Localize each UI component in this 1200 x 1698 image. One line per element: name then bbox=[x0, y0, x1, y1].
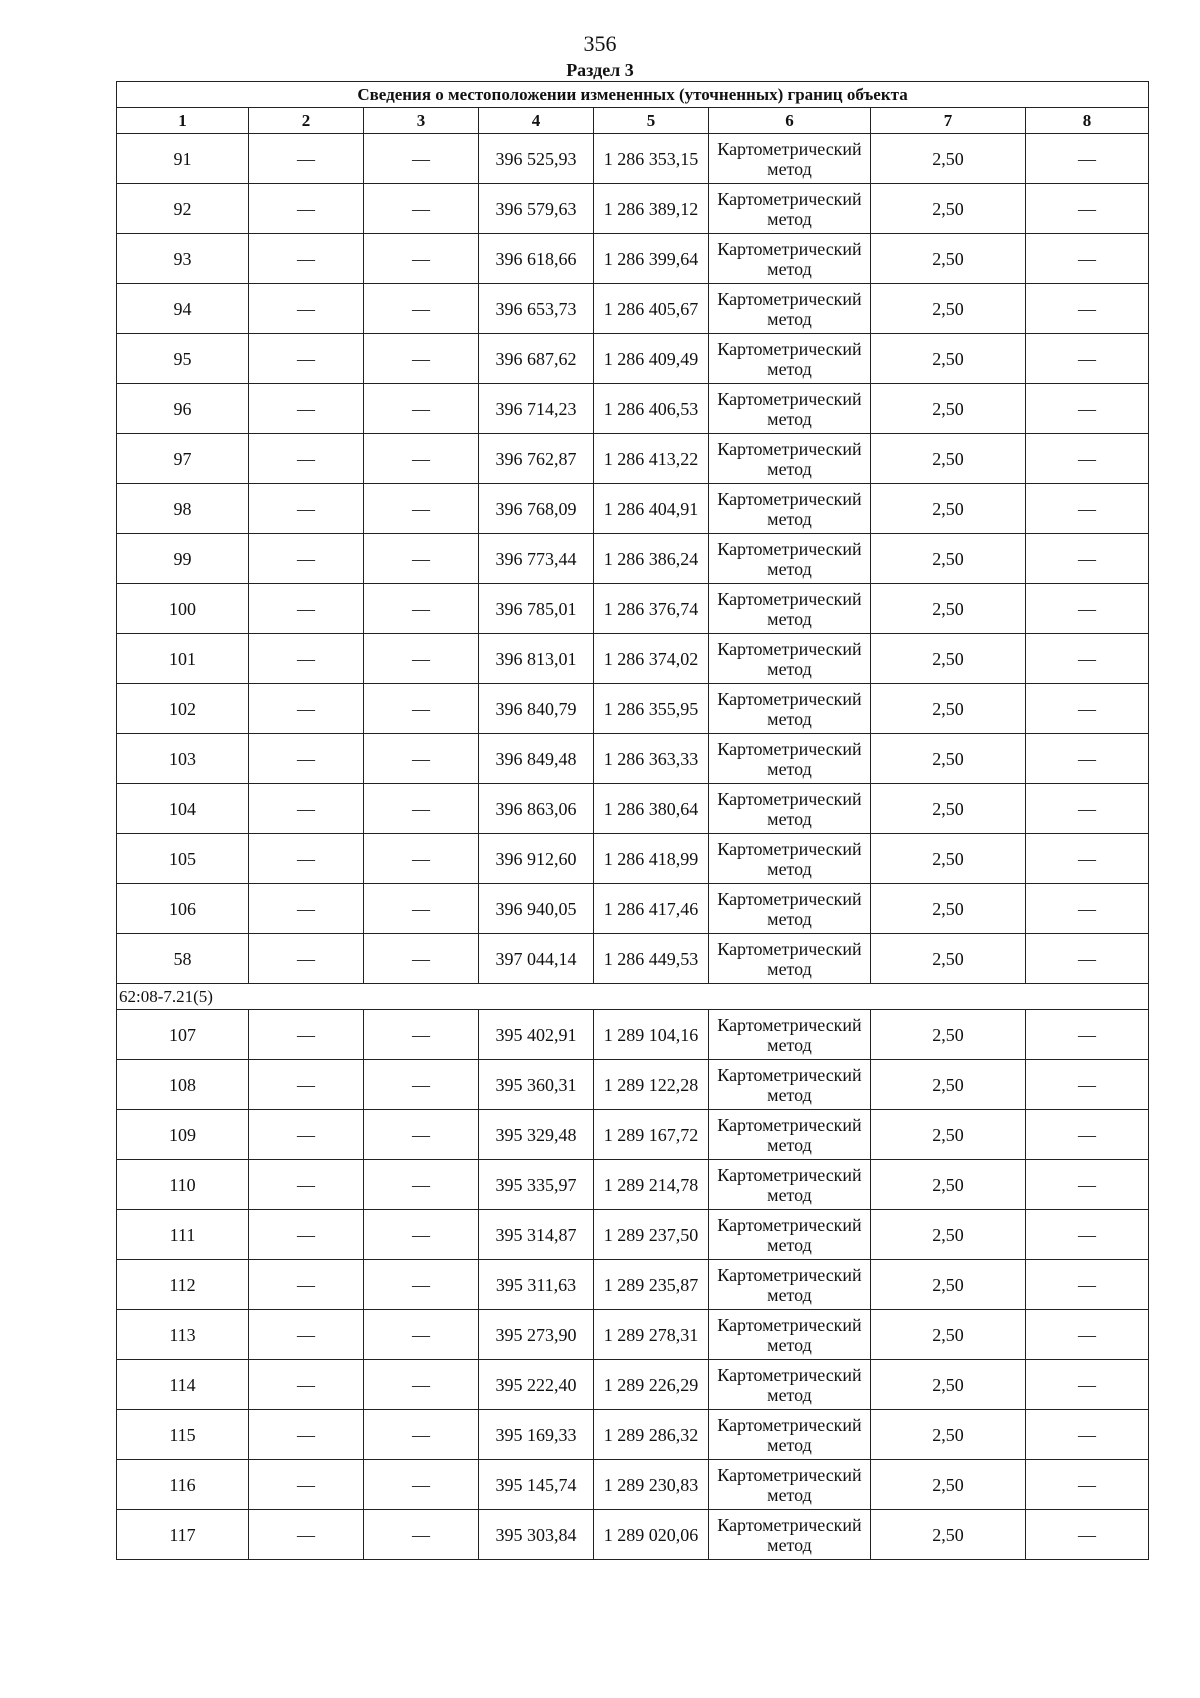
point-number-cell: 102 bbox=[117, 684, 249, 734]
x-coordinate-cell: 396 840,79 bbox=[479, 684, 594, 734]
method-cell: Картометрический метод bbox=[709, 184, 871, 234]
method-cell: Картометрический метод bbox=[709, 234, 871, 284]
accuracy-cell: 2,50 bbox=[871, 184, 1026, 234]
accuracy-cell: 2,50 bbox=[871, 384, 1026, 434]
col2-cell: — bbox=[249, 434, 364, 484]
col3-cell: — bbox=[364, 1010, 479, 1060]
col2-cell: — bbox=[249, 634, 364, 684]
x-coordinate-cell: 395 311,63 bbox=[479, 1260, 594, 1310]
table-row bbox=[117, 584, 1149, 634]
point-number-cell: 109 bbox=[117, 1110, 249, 1160]
col2-cell: — bbox=[249, 1110, 364, 1160]
point-number-cell: 104 bbox=[117, 784, 249, 834]
method-cell: Картометрический метод bbox=[709, 384, 871, 434]
column-number-row bbox=[117, 108, 1149, 134]
point-number-cell: 115 bbox=[117, 1410, 249, 1460]
col8-cell: — bbox=[1026, 1460, 1149, 1510]
col3-cell: — bbox=[364, 834, 479, 884]
column-number-6: 6 bbox=[709, 108, 871, 134]
x-coordinate-cell: 396 768,09 bbox=[479, 484, 594, 534]
col8-cell: — bbox=[1026, 684, 1149, 734]
y-coordinate-cell: 1 286 380,64 bbox=[594, 784, 709, 834]
x-coordinate-cell: 396 813,01 bbox=[479, 634, 594, 684]
col2-cell: — bbox=[249, 1010, 364, 1060]
accuracy-cell: 2,50 bbox=[871, 684, 1026, 734]
col8-cell: — bbox=[1026, 334, 1149, 384]
col8-cell: — bbox=[1026, 534, 1149, 584]
method-cell: Картометрический метод bbox=[709, 534, 871, 584]
col8-cell: — bbox=[1026, 184, 1149, 234]
col8-cell: — bbox=[1026, 1060, 1149, 1110]
table-row bbox=[117, 784, 1149, 834]
col2-cell: — bbox=[249, 1460, 364, 1510]
point-number-cell: 92 bbox=[117, 184, 249, 234]
y-coordinate-cell: 1 289 214,78 bbox=[594, 1160, 709, 1210]
y-coordinate-cell: 1 289 226,29 bbox=[594, 1360, 709, 1410]
col8-cell: — bbox=[1026, 1010, 1149, 1060]
table-row bbox=[117, 1310, 1149, 1360]
method-cell: Картометрический метод bbox=[709, 1260, 871, 1310]
table-row bbox=[117, 184, 1149, 234]
accuracy-cell: 2,50 bbox=[871, 1360, 1026, 1410]
x-coordinate-cell: 395 360,31 bbox=[479, 1060, 594, 1110]
point-number-cell: 113 bbox=[117, 1310, 249, 1360]
point-number-cell: 106 bbox=[117, 884, 249, 934]
method-cell: Картометрический метод bbox=[709, 934, 871, 984]
accuracy-cell: 2,50 bbox=[871, 1260, 1026, 1310]
accuracy-cell: 2,50 bbox=[871, 1010, 1026, 1060]
col8-cell: — bbox=[1026, 1510, 1149, 1560]
accuracy-cell: 2,50 bbox=[871, 884, 1026, 934]
y-coordinate-cell: 1 289 230,83 bbox=[594, 1460, 709, 1510]
column-number-5: 5 bbox=[594, 108, 709, 134]
method-cell: Картометрический метод bbox=[709, 1460, 871, 1510]
x-coordinate-cell: 396 525,93 bbox=[479, 134, 594, 184]
method-cell: Картометрический метод bbox=[709, 1210, 871, 1260]
x-coordinate-cell: 396 714,23 bbox=[479, 384, 594, 434]
y-coordinate-cell: 1 286 363,33 bbox=[594, 734, 709, 784]
column-number-2: 2 bbox=[249, 108, 364, 134]
table-row bbox=[117, 1110, 1149, 1160]
col3-cell: — bbox=[364, 1110, 479, 1160]
accuracy-cell: 2,50 bbox=[871, 584, 1026, 634]
col8-cell: — bbox=[1026, 734, 1149, 784]
point-number-cell: 97 bbox=[117, 434, 249, 484]
accuracy-cell: 2,50 bbox=[871, 284, 1026, 334]
col2-cell: — bbox=[249, 1410, 364, 1460]
x-coordinate-cell: 396 863,06 bbox=[479, 784, 594, 834]
col3-cell: — bbox=[364, 234, 479, 284]
col2-cell: — bbox=[249, 184, 364, 234]
col8-cell: — bbox=[1026, 1260, 1149, 1310]
accuracy-cell: 2,50 bbox=[871, 1310, 1026, 1360]
col3-cell: — bbox=[364, 1410, 479, 1460]
col8-cell: — bbox=[1026, 234, 1149, 284]
col3-cell: — bbox=[364, 134, 479, 184]
table-row bbox=[117, 234, 1149, 284]
col2-cell: — bbox=[249, 784, 364, 834]
point-number-cell: 99 bbox=[117, 534, 249, 584]
col3-cell: — bbox=[364, 1360, 479, 1410]
method-cell: Картометрический метод bbox=[709, 484, 871, 534]
x-coordinate-cell: 396 912,60 bbox=[479, 834, 594, 884]
col2-cell: — bbox=[249, 1510, 364, 1560]
accuracy-cell: 2,50 bbox=[871, 1110, 1026, 1160]
y-coordinate-cell: 1 286 355,95 bbox=[594, 684, 709, 734]
accuracy-cell: 2,50 bbox=[871, 1160, 1026, 1210]
method-cell: Картометрический метод bbox=[709, 1160, 871, 1210]
x-coordinate-cell: 395 222,40 bbox=[479, 1360, 594, 1410]
col2-cell: — bbox=[249, 234, 364, 284]
column-number-4: 4 bbox=[479, 108, 594, 134]
y-coordinate-cell: 1 286 386,24 bbox=[594, 534, 709, 584]
point-number-cell: 108 bbox=[117, 1060, 249, 1110]
accuracy-cell: 2,50 bbox=[871, 734, 1026, 784]
method-cell: Картометрический метод bbox=[709, 884, 871, 934]
column-number-8: 8 bbox=[1026, 108, 1149, 134]
table-row bbox=[117, 534, 1149, 584]
col8-cell: — bbox=[1026, 384, 1149, 434]
col2-cell: — bbox=[249, 1210, 364, 1260]
point-number-cell: 98 bbox=[117, 484, 249, 534]
col2-cell: — bbox=[249, 584, 364, 634]
y-coordinate-cell: 1 289 278,31 bbox=[594, 1310, 709, 1360]
col8-cell: — bbox=[1026, 1410, 1149, 1460]
col3-cell: — bbox=[364, 884, 479, 934]
group-label: 62:08-7.21(5) bbox=[117, 984, 1149, 1010]
col2-cell: — bbox=[249, 1060, 364, 1110]
method-cell: Картометрический метод bbox=[709, 134, 871, 184]
accuracy-cell: 2,50 bbox=[871, 434, 1026, 484]
table-row bbox=[117, 1010, 1149, 1060]
table-row bbox=[117, 884, 1149, 934]
col3-cell: — bbox=[364, 634, 479, 684]
method-cell: Картометрический метод bbox=[709, 284, 871, 334]
col3-cell: — bbox=[364, 1460, 479, 1510]
col8-cell: — bbox=[1026, 1110, 1149, 1160]
point-number-cell: 105 bbox=[117, 834, 249, 884]
y-coordinate-cell: 1 289 020,06 bbox=[594, 1510, 709, 1560]
method-cell: Картометрический метод bbox=[709, 684, 871, 734]
point-number-cell: 117 bbox=[117, 1510, 249, 1560]
col8-cell: — bbox=[1026, 434, 1149, 484]
accuracy-cell: 2,50 bbox=[871, 1510, 1026, 1560]
section-title: Раздел 3 bbox=[566, 60, 634, 80]
table-row bbox=[117, 334, 1149, 384]
col3-cell: — bbox=[364, 1210, 479, 1260]
method-cell: Картометрический метод bbox=[709, 434, 871, 484]
x-coordinate-cell: 395 145,74 bbox=[479, 1460, 594, 1510]
y-coordinate-cell: 1 289 167,72 bbox=[594, 1110, 709, 1160]
col3-cell: — bbox=[364, 184, 479, 234]
accuracy-cell: 2,50 bbox=[871, 334, 1026, 384]
col3-cell: — bbox=[364, 1510, 479, 1560]
point-number-cell: 110 bbox=[117, 1160, 249, 1210]
point-number-cell: 96 bbox=[117, 384, 249, 434]
col3-cell: — bbox=[364, 1310, 479, 1360]
accuracy-cell: 2,50 bbox=[871, 234, 1026, 284]
y-coordinate-cell: 1 286 404,91 bbox=[594, 484, 709, 534]
col2-cell: — bbox=[249, 284, 364, 334]
col8-cell: — bbox=[1026, 884, 1149, 934]
y-coordinate-cell: 1 286 405,67 bbox=[594, 284, 709, 334]
col3-cell: — bbox=[364, 1260, 479, 1310]
accuracy-cell: 2,50 bbox=[871, 484, 1026, 534]
col2-cell: — bbox=[249, 134, 364, 184]
accuracy-cell: 2,50 bbox=[871, 934, 1026, 984]
col8-cell: — bbox=[1026, 1160, 1149, 1210]
point-number-cell: 107 bbox=[117, 1010, 249, 1060]
col3-cell: — bbox=[364, 434, 479, 484]
accuracy-cell: 2,50 bbox=[871, 634, 1026, 684]
point-number-cell: 111 bbox=[117, 1210, 249, 1260]
method-cell: Картометрический метод bbox=[709, 1410, 871, 1460]
y-coordinate-cell: 1 286 389,12 bbox=[594, 184, 709, 234]
col3-cell: — bbox=[364, 584, 479, 634]
x-coordinate-cell: 396 849,48 bbox=[479, 734, 594, 784]
table-row bbox=[117, 284, 1149, 334]
table-row bbox=[117, 1060, 1149, 1110]
y-coordinate-cell: 1 286 376,74 bbox=[594, 584, 709, 634]
group-label-row bbox=[117, 984, 1149, 1010]
method-cell: Картометрический метод bbox=[709, 1010, 871, 1060]
point-number-cell: 103 bbox=[117, 734, 249, 784]
table-row bbox=[117, 1360, 1149, 1410]
table-caption-row bbox=[117, 82, 1149, 108]
col2-cell: — bbox=[249, 934, 364, 984]
table-row bbox=[117, 1210, 1149, 1260]
x-coordinate-cell: 396 773,44 bbox=[479, 534, 594, 584]
accuracy-cell: 2,50 bbox=[871, 1410, 1026, 1460]
method-cell: Картометрический метод bbox=[709, 834, 871, 884]
col8-cell: — bbox=[1026, 1360, 1149, 1410]
table-caption: Сведения о местоположении измененных (уточненных) границ объекта bbox=[117, 82, 1149, 108]
y-coordinate-cell: 1 286 449,53 bbox=[594, 934, 709, 984]
point-number-cell: 58 bbox=[117, 934, 249, 984]
x-coordinate-cell: 395 303,84 bbox=[479, 1510, 594, 1560]
point-number-cell: 93 bbox=[117, 234, 249, 284]
table-row bbox=[117, 834, 1149, 884]
method-cell: Картометрический метод bbox=[709, 1060, 871, 1110]
y-coordinate-cell: 1 286 409,49 bbox=[594, 334, 709, 384]
col2-cell: — bbox=[249, 334, 364, 384]
col2-cell: — bbox=[249, 1310, 364, 1360]
method-cell: Картометрический метод bbox=[709, 1510, 871, 1560]
y-coordinate-cell: 1 286 418,99 bbox=[594, 834, 709, 884]
x-coordinate-cell: 395 402,91 bbox=[479, 1010, 594, 1060]
x-coordinate-cell: 396 579,63 bbox=[479, 184, 594, 234]
col2-cell: — bbox=[249, 884, 364, 934]
x-coordinate-cell: 396 762,87 bbox=[479, 434, 594, 484]
accuracy-cell: 2,50 bbox=[871, 834, 1026, 884]
x-coordinate-cell: 396 940,05 bbox=[479, 884, 594, 934]
point-number-cell: 95 bbox=[117, 334, 249, 384]
table-row bbox=[117, 134, 1149, 184]
col2-cell: — bbox=[249, 484, 364, 534]
col3-cell: — bbox=[364, 284, 479, 334]
accuracy-cell: 2,50 bbox=[871, 784, 1026, 834]
col8-cell: — bbox=[1026, 1310, 1149, 1360]
col8-cell: — bbox=[1026, 484, 1149, 534]
accuracy-cell: 2,50 bbox=[871, 534, 1026, 584]
x-coordinate-cell: 396 618,66 bbox=[479, 234, 594, 284]
method-cell: Картометрический метод bbox=[709, 634, 871, 684]
x-coordinate-cell: 396 785,01 bbox=[479, 584, 594, 634]
y-coordinate-cell: 1 289 237,50 bbox=[594, 1210, 709, 1260]
col2-cell: — bbox=[249, 384, 364, 434]
col2-cell: — bbox=[249, 1160, 364, 1210]
y-coordinate-cell: 1 289 104,16 bbox=[594, 1010, 709, 1060]
column-number-1: 1 bbox=[117, 108, 249, 134]
col3-cell: — bbox=[364, 1060, 479, 1110]
table-row bbox=[117, 1510, 1149, 1560]
table-row bbox=[117, 1410, 1149, 1460]
x-coordinate-cell: 395 335,97 bbox=[479, 1160, 594, 1210]
y-coordinate-cell: 1 286 353,15 bbox=[594, 134, 709, 184]
col3-cell: — bbox=[364, 934, 479, 984]
accuracy-cell: 2,50 bbox=[871, 134, 1026, 184]
method-cell: Картометрический метод bbox=[709, 784, 871, 834]
method-cell: Картометрический метод bbox=[709, 1360, 871, 1410]
method-cell: Картометрический метод bbox=[709, 584, 871, 634]
col3-cell: — bbox=[364, 484, 479, 534]
method-cell: Картометрический метод bbox=[709, 334, 871, 384]
x-coordinate-cell: 396 687,62 bbox=[479, 334, 594, 384]
boundary-coordinates-table bbox=[116, 81, 1149, 1560]
y-coordinate-cell: 1 286 374,02 bbox=[594, 634, 709, 684]
table-row bbox=[117, 1460, 1149, 1510]
col8-cell: — bbox=[1026, 634, 1149, 684]
page-number: 356 bbox=[583, 31, 617, 56]
x-coordinate-cell: 397 044,14 bbox=[479, 934, 594, 984]
y-coordinate-cell: 1 289 235,87 bbox=[594, 1260, 709, 1310]
method-cell: Картометрический метод bbox=[709, 1310, 871, 1360]
table-row bbox=[117, 684, 1149, 734]
point-number-cell: 114 bbox=[117, 1360, 249, 1410]
x-coordinate-cell: 395 169,33 bbox=[479, 1410, 594, 1460]
col8-cell: — bbox=[1026, 284, 1149, 334]
point-number-cell: 94 bbox=[117, 284, 249, 334]
accuracy-cell: 2,50 bbox=[871, 1210, 1026, 1260]
y-coordinate-cell: 1 286 417,46 bbox=[594, 884, 709, 934]
col3-cell: — bbox=[364, 1160, 479, 1210]
point-number-cell: 91 bbox=[117, 134, 249, 184]
col3-cell: — bbox=[364, 384, 479, 434]
col8-cell: — bbox=[1026, 784, 1149, 834]
table-row bbox=[117, 1260, 1149, 1310]
x-coordinate-cell: 396 653,73 bbox=[479, 284, 594, 334]
table-row bbox=[117, 384, 1149, 434]
x-coordinate-cell: 395 273,90 bbox=[479, 1310, 594, 1360]
col2-cell: — bbox=[249, 1360, 364, 1410]
point-number-cell: 101 bbox=[117, 634, 249, 684]
col8-cell: — bbox=[1026, 1210, 1149, 1260]
col2-cell: — bbox=[249, 834, 364, 884]
col2-cell: — bbox=[249, 684, 364, 734]
col3-cell: — bbox=[364, 734, 479, 784]
point-number-cell: 116 bbox=[117, 1460, 249, 1510]
col2-cell: — bbox=[249, 534, 364, 584]
table-row bbox=[117, 434, 1149, 484]
col8-cell: — bbox=[1026, 934, 1149, 984]
y-coordinate-cell: 1 286 413,22 bbox=[594, 434, 709, 484]
col8-cell: — bbox=[1026, 834, 1149, 884]
table-row bbox=[117, 484, 1149, 534]
table-row bbox=[117, 634, 1149, 684]
column-number-3: 3 bbox=[364, 108, 479, 134]
point-number-cell: 112 bbox=[117, 1260, 249, 1310]
table-row bbox=[117, 934, 1149, 984]
col2-cell: — bbox=[249, 734, 364, 784]
y-coordinate-cell: 1 289 286,32 bbox=[594, 1410, 709, 1460]
col3-cell: — bbox=[364, 534, 479, 584]
col8-cell: — bbox=[1026, 134, 1149, 184]
column-number-7: 7 bbox=[871, 108, 1026, 134]
y-coordinate-cell: 1 286 399,64 bbox=[594, 234, 709, 284]
accuracy-cell: 2,50 bbox=[871, 1460, 1026, 1510]
table-row bbox=[117, 1160, 1149, 1210]
col3-cell: — bbox=[364, 334, 479, 384]
y-coordinate-cell: 1 289 122,28 bbox=[594, 1060, 709, 1110]
col3-cell: — bbox=[364, 684, 479, 734]
y-coordinate-cell: 1 286 406,53 bbox=[594, 384, 709, 434]
col3-cell: — bbox=[364, 784, 479, 834]
method-cell: Картометрический метод bbox=[709, 1110, 871, 1160]
accuracy-cell: 2,50 bbox=[871, 1060, 1026, 1110]
table-body bbox=[117, 82, 1149, 1560]
col8-cell: — bbox=[1026, 584, 1149, 634]
x-coordinate-cell: 395 329,48 bbox=[479, 1110, 594, 1160]
col2-cell: — bbox=[249, 1260, 364, 1310]
table-row bbox=[117, 734, 1149, 784]
point-number-cell: 100 bbox=[117, 584, 249, 634]
method-cell: Картометрический метод bbox=[709, 734, 871, 784]
x-coordinate-cell: 395 314,87 bbox=[479, 1210, 594, 1260]
